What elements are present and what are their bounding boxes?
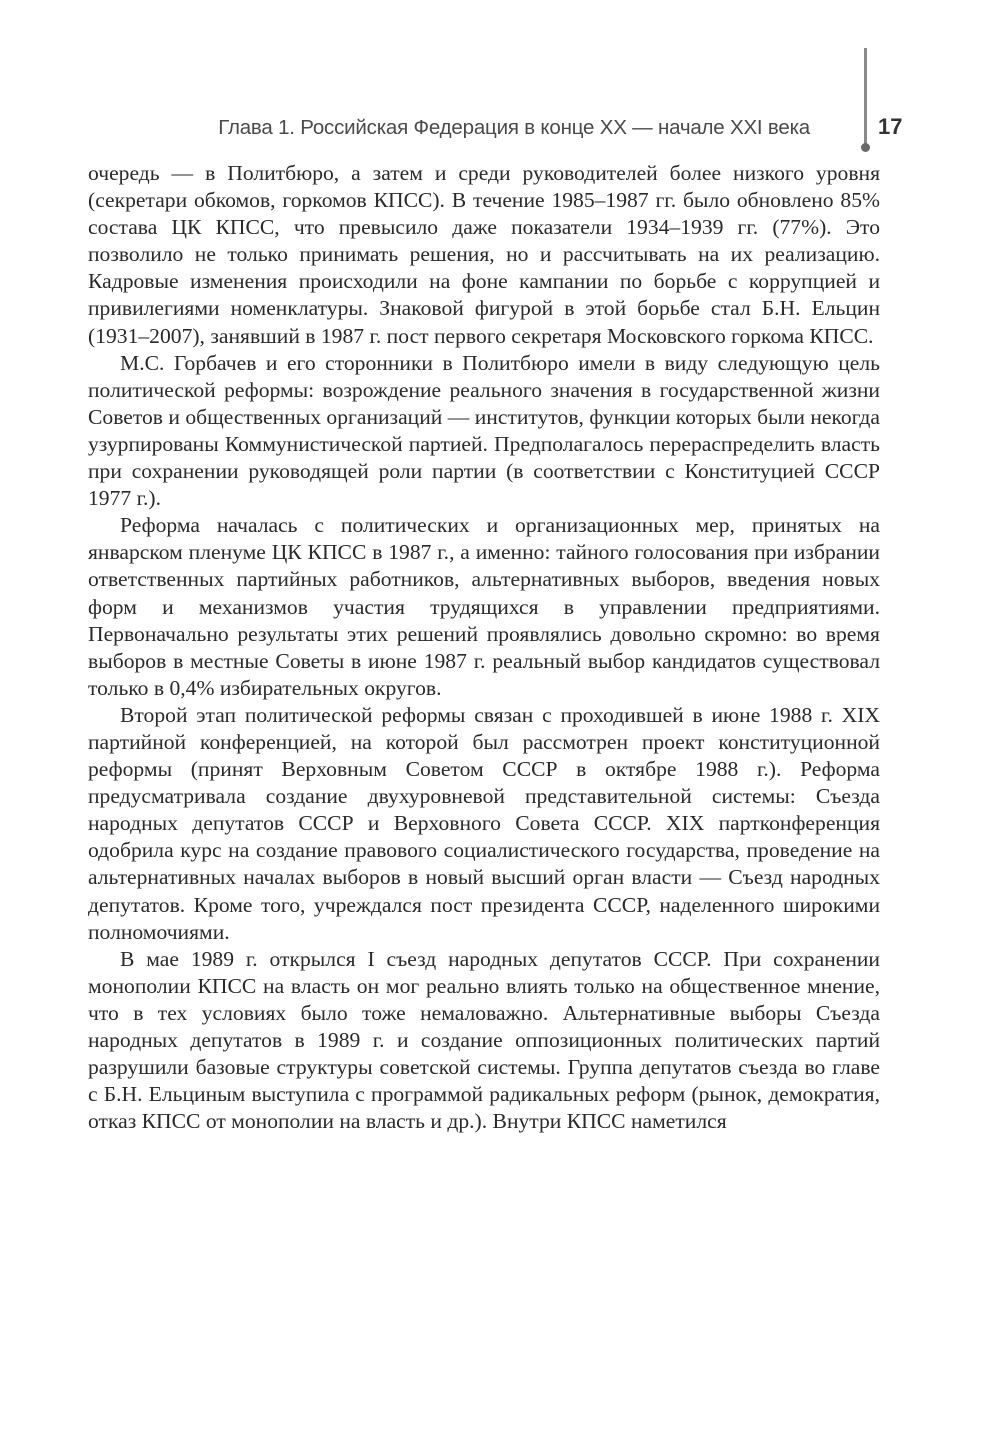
running-head: Глава 1. Российская Федерация в конце XX — начале XXI века: [218, 116, 810, 139]
header-divider: [864, 48, 867, 146]
header-divider-dot: [861, 143, 870, 152]
page-number: 17: [878, 114, 903, 139]
body-text: [88, 160, 880, 1135]
paragraph-continuation: очередь — в Политбюро, а затем и среди руководителей более низкого уровня (секретари обкомов, горкомов КПСС). В течение 1985–1987 гг. было обновлено 85% состава ЦК КПСС, что превысило даже показатели 1934–1939 гг. (77%). Это позволило не только принимать решения, но и рассчитывать на их реализацию. Кадровые изменения происходили на фоне кампании по борьбе с коррупцией и привилегиями номенклатуры. Знаковой фигурой в этой борьбе стал Б.Н. Ельцин (1931–2007), занявший в 1987 г. пост первого секретаря Московского горкома КПСС.: [88, 161, 880, 348]
paragraph: В мае 1989 г. открылся I съезд народных депутатов СССР. При сохранении монополии КПСС на власть он мог реально влиять только на общественное мнение, что в тех условиях было тоже немаловажно. Альтернативные выборы Съезда народных депутатов в 1989 г. и создание оппозиционных политических партий разрушили базовые структуры советской системы. Группа депутатов съезда во главе с Б.Н. Ельциным выступила с программой радикальных реформ (рынок, демократия, отказ КПСС от монополии на власть и др.). Внутри КПСС наметился: [88, 946, 880, 1134]
page-header: [88, 112, 878, 148]
paragraph: Реформа началась с политических и организационных мер, принятых на январском пленуме ЦК КПСС в 1987 г., а именно: тайного голосования при избрании ответственных партийных работников, альтернативных выборов, введения новых форм и механизмов участия трудящихся в управлении предприятиями. Первоначально результаты этих решений проявлялись довольно скромно: во время выборов в местные Советы в июне 1987 г. реальный выбор кандидатов существовал только в 0,4% избирательных округов.: [88, 513, 880, 700]
paragraph: М.С. Горбачев и его сторонники в Политбюро имели в виду следующую цель политической реформы: возрождение реального значения в государственной жизни Советов и общественных организаций — институтов, функции которых были некогда узурпированы Коммунистической партией. Предполагалось перераспределить власть при сохранении руководящей роли партии (в соответствии с Конституцией СССР 1977 г.).: [88, 350, 880, 511]
paragraph: Второй этап политической реформы связан с проходившей в июне 1988 г. XIX партийной конференцией, на которой был рассмотрен проект конституционной реформы (принят Верховным Советом СССР в октябре 1988 г.). Реформа предусматривала создание двухуровневой представительной системы: Съезда народных депутатов СССР и Верховного Совета СССР. XIX партконференция одобрила курс на создание правового социалистического государства, проведение на альтернативных началах выборов в новый высший орган власти — Съезд народных депутатов. Кроме того, учреждался пост президента СССР, наделенного широкими полномочиями.: [88, 702, 880, 944]
